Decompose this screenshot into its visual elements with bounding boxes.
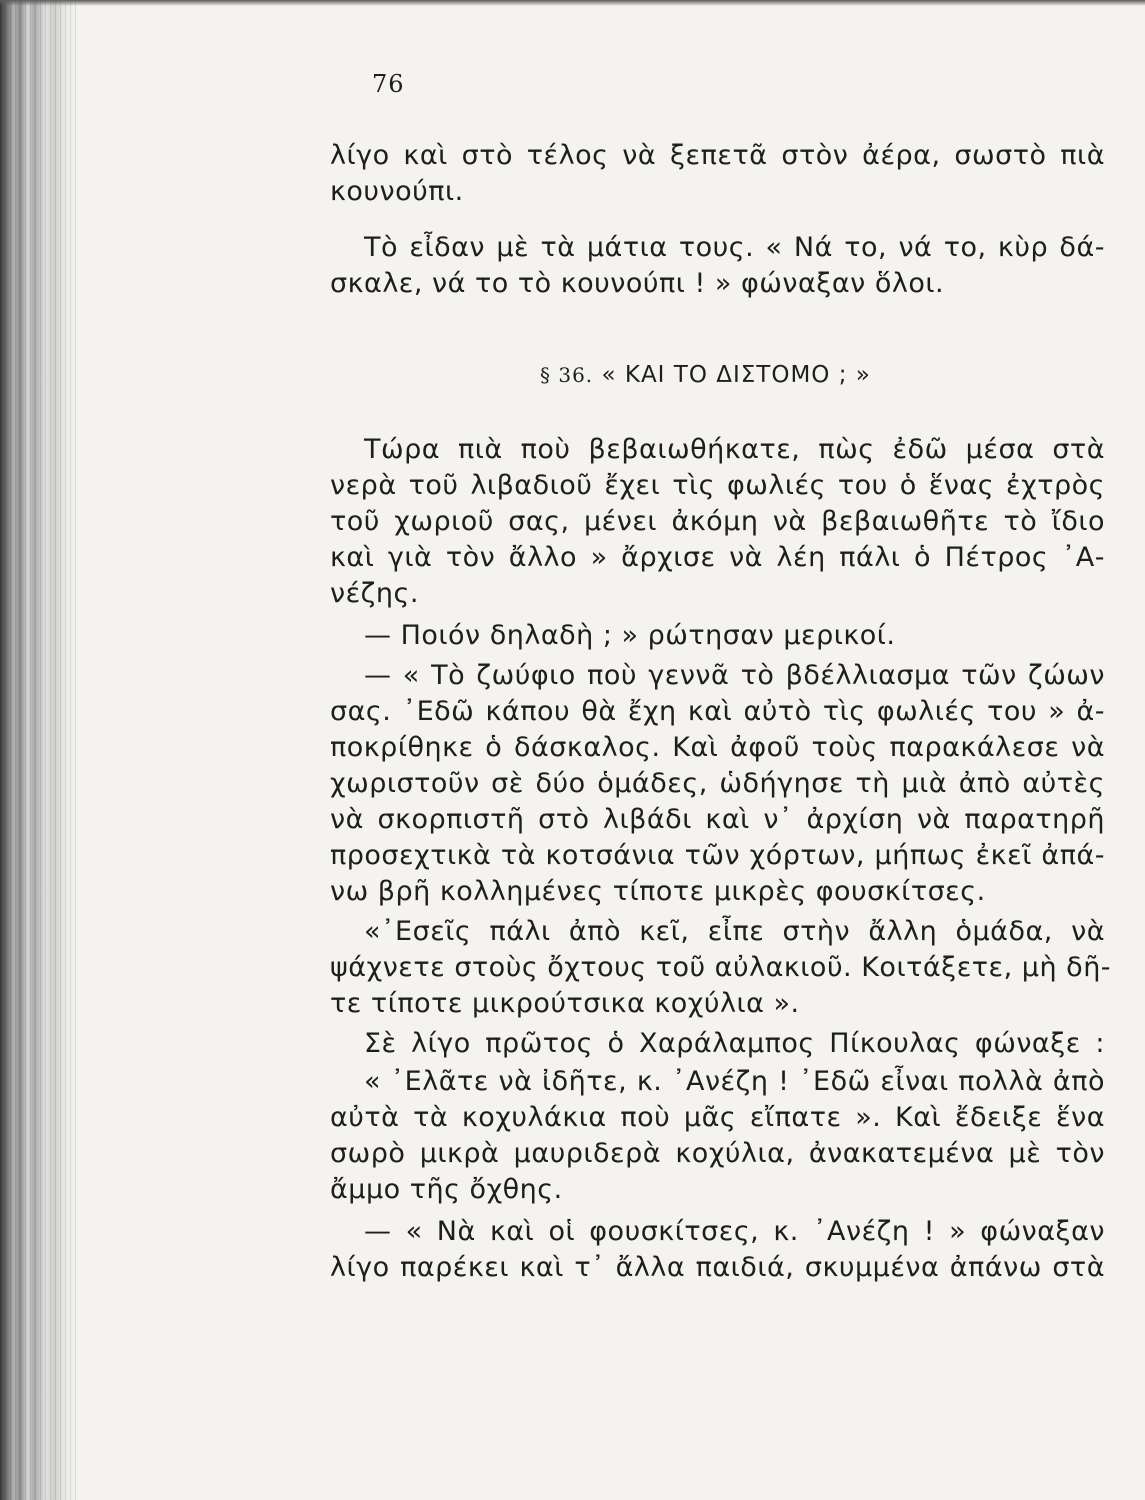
text-line: χωριστοῦν σὲ δύο ὁμάδες, ὡδήγησε τὴ μιὰ ἀπὸ αὐτὲς bbox=[330, 768, 1105, 799]
text-line: νὰ σκορπιστῆ στὸ λιβάδι καὶ ν᾿ ἀρχίση νὰ παρατηρῆ bbox=[330, 804, 1105, 835]
text-line: ἄμμο τῆς ὄχθης. bbox=[330, 1174, 563, 1205]
text-line: σας. ᾿Εδῶ κάπου θὰ ἔχη καὶ αὐτὸ τὶς φωλιές του » ἀ- bbox=[330, 696, 1105, 727]
text-line: κουνούπι. bbox=[330, 176, 464, 207]
text-line: λίγο παρέκει καὶ τ᾿ ἄλλα παιδιά, σκυμμένα ἀπάνω στὰ bbox=[330, 1252, 1105, 1283]
text-line: Σὲ λίγο πρῶτος ὁ Χαράλαμπος Πίκουλας φώναξε : bbox=[364, 1028, 1105, 1059]
text-line: προσεχτικὰ τὰ κοτσάνια τῶν χόρτων, μήπως ἐκεῖ ἀπά- bbox=[330, 840, 1105, 871]
page-edges bbox=[0, 0, 78, 1500]
text-line: ψάχνετε στοὺς ὄχτους τοῦ αὐλακιοῦ. Κοιτάξετε, μὴ δῆ- bbox=[330, 952, 1112, 983]
page-number: 76 bbox=[372, 70, 405, 98]
text-line: τε τίποτε μικρούτσικα κοχύλια ». bbox=[330, 988, 800, 1019]
text-block-top bbox=[330, 138, 1105, 302]
text-line: ποκρίθηκε ὁ δάσκαλος. Καὶ ἀφοῦ τοὺς παρακάλεσε νὰ bbox=[330, 732, 1105, 763]
text-line: τοῦ χωριοῦ σας, μένει ἀκόμη νὰ βεβαιωθῆτε τὸ ἴδιο bbox=[330, 506, 1105, 537]
section-mark: § 36. bbox=[540, 363, 594, 387]
text-line: σωρὸ μικρὰ μαυριδερὰ κοχύλια, ἀνακατεμένα μὲ τὸν bbox=[330, 1138, 1105, 1169]
top-edge-shadow bbox=[0, 0, 1145, 6]
text-line: — « Τὸ ζωύφιο ποὺ γεννᾶ τὸ βδέλλιασμα τῶν ζώων bbox=[364, 660, 1105, 691]
text-line: λίγο καὶ στὸ τέλος νὰ ξεπετᾶ στὸν ἀέρα, σωστὸ πιὰ bbox=[330, 140, 1105, 171]
section-title: « ΚΑΙ ΤΟ ΔΙΣΤΟΜΟ ; » bbox=[601, 362, 871, 388]
section-heading bbox=[540, 362, 871, 388]
text-block-main bbox=[330, 432, 1112, 1286]
text-line: «᾿Εσεῖς πάλι ἀπὸ κεῖ, εἶπε στὴν ἄλλη ὁμάδα, νὰ bbox=[364, 916, 1105, 947]
text-line: « ᾿Ελᾶτε νὰ ἰδῆτε, κ. ᾿Ανέζη ! ᾿Εδῶ εἶναι πολλὰ ἀπὸ bbox=[364, 1066, 1105, 1097]
text-line: αὐτὰ τὰ κοχυλάκια ποὺ μᾶς εἴπατε ». Καὶ ἔδειξε ἕνα bbox=[330, 1102, 1105, 1133]
text-line: — « Νὰ καὶ οἱ φουσκίτσες, κ. ᾿Ανέζη ! » φώναξαν bbox=[364, 1216, 1105, 1247]
text-line: καὶ γιὰ τὸν ἄλλο » ἄρχισε νὰ λέη πάλι ὁ Πέτρος ᾿Α- bbox=[330, 542, 1105, 573]
text-line: νέζης. bbox=[330, 578, 419, 609]
text-line: Τὸ εἶδαν μὲ τὰ μάτια τους. « Νά το, νά το, κὺρ δά- bbox=[364, 232, 1105, 263]
text-line: — Ποιόν δηλαδὴ ; » ρώτησαν μερικοί. bbox=[364, 620, 896, 651]
text-line: Τώρα πιὰ ποὺ βεβαιωθήκατε, πὼς ἐδῶ μέσα στὰ bbox=[364, 434, 1105, 465]
text-line: σκαλε, νά το τὸ κουνούπι ! » φώναξαν ὅλοι. bbox=[330, 268, 945, 299]
text-line: νερὰ τοῦ λιβαδιοῦ ἔχει τὶς φωλιές του ὁ ἕνας ἐχτρὸς bbox=[330, 470, 1105, 501]
text-line: νω βρῆ κολλημένες τίποτε μικρὲς φουσκίτσες. bbox=[330, 876, 986, 907]
